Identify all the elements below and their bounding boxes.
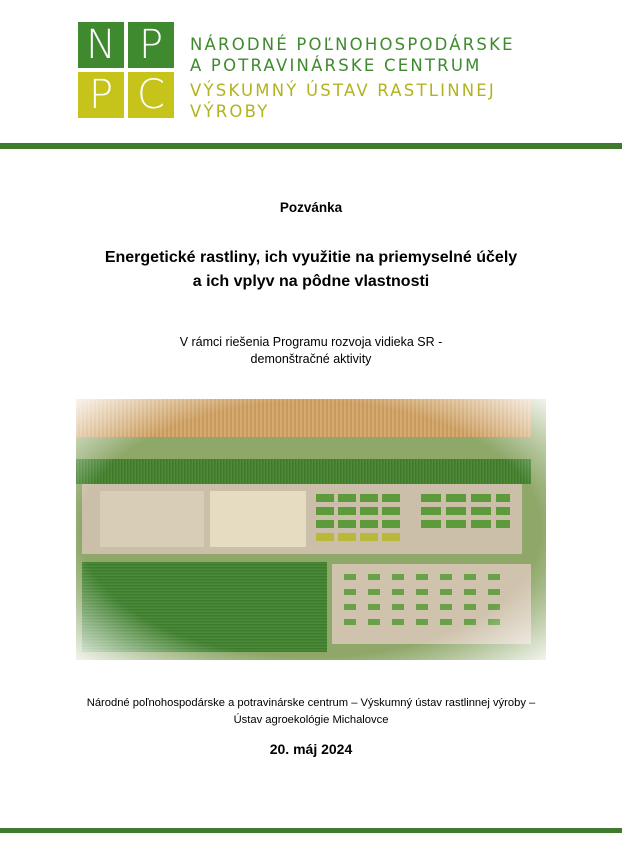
event-title xyxy=(0,246,622,294)
institute-line: VÝSKUMNÝ ÚSTAV RASTLINNEJ xyxy=(190,81,496,100)
institute-line: VÝROBY xyxy=(190,102,270,121)
institute-name xyxy=(190,80,496,122)
logo-tile-c: C xyxy=(128,72,174,118)
event-subtitle xyxy=(0,334,622,368)
institution-line: Ústav agroekológie Michalovce xyxy=(233,714,389,726)
organization-name xyxy=(190,34,515,76)
logo-tile-n: N xyxy=(78,22,124,68)
logo-tile-p1: P xyxy=(128,22,174,68)
event-date: 20. máj 2024 xyxy=(269,741,353,757)
subtitle-line: demonštračné aktivity xyxy=(250,352,372,366)
org-line: NÁRODNÉ POĽNOHOSPODÁRSKE xyxy=(190,35,515,54)
org-line: A POTRAVINÁRSKE CENTRUM xyxy=(190,56,482,75)
title-line: Energetické rastliny, ich využitie na priemyselné účely xyxy=(104,249,518,266)
invitation-heading: Pozvánka xyxy=(279,200,343,215)
institution-footer xyxy=(0,695,622,729)
logo-tile-p2: P xyxy=(78,72,124,118)
nppc-logo xyxy=(78,22,174,118)
subtitle-line: V rámci riešenia Programu rozvoja vidieka SR - xyxy=(179,335,443,349)
aerial-field-photo xyxy=(76,399,546,660)
title-line: a ich vplyv na pôdne vlastnosti xyxy=(192,273,430,290)
header-divider xyxy=(0,143,622,149)
footer-divider xyxy=(0,828,622,833)
institution-line: Národné poľnohospodárske a potravinárske centrum – Výskumný ústav rastlinnej výroby – xyxy=(86,697,536,709)
